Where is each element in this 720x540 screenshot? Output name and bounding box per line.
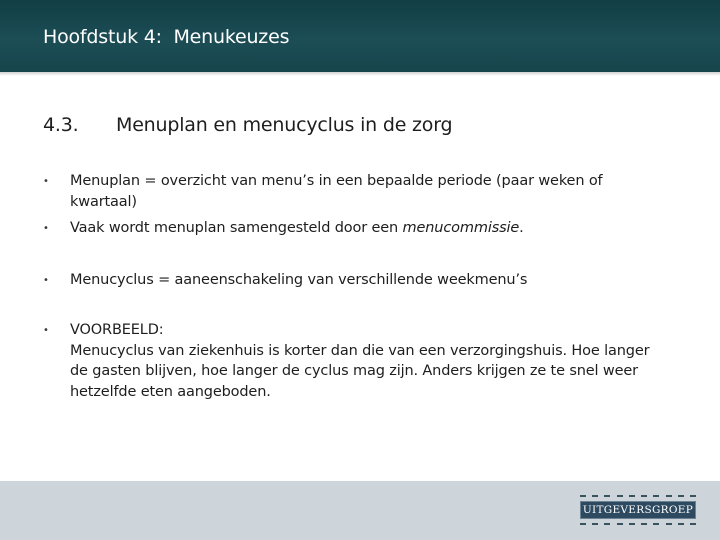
logo-bottom-ornament xyxy=(580,521,696,527)
logo-wordmark: UITGEVERSGROEP xyxy=(580,501,696,519)
logo-top-ornament xyxy=(580,493,696,499)
slide-header-bar xyxy=(0,0,720,72)
bullet-item-voorbeeld xyxy=(70,320,670,402)
definition-menucyclus: = aaneenschakeling van verschillende weekmenu’s xyxy=(153,272,528,288)
example-heading: VOORBEELD: xyxy=(70,322,164,338)
bullet-icon: • xyxy=(43,275,49,286)
bullet-icon: • xyxy=(43,223,49,234)
publisher-logo xyxy=(580,493,696,527)
bullet-icon: • xyxy=(43,325,49,336)
bullet-item-menucyclus xyxy=(70,270,670,291)
text-before-emphasis: Vaak wordt menuplan samengesteld door een xyxy=(70,220,403,236)
bullet-item-menucommissie xyxy=(70,218,670,239)
term-menuplan: Menuplan xyxy=(70,173,140,189)
slide-title: Hoofdstuk 4: Menukeuzes xyxy=(43,26,290,48)
emphasis-menucommissie: menucommissie xyxy=(402,220,520,236)
definition-menuplan: = overzicht van menu’s in een bepaalde periode (paar weken of kwartaal) xyxy=(70,173,603,210)
bullet-icon: • xyxy=(43,176,49,187)
bullet-item-menuplan xyxy=(70,171,670,212)
example-text: Menucyclus van ziekenhuis is korter dan die van een verzorgingshuis. Hoe langer de gasten blijven, hoe langer de cyclus mag zijn. Anders krijgen ze te snel weer hetzelfde eten aangeboden. xyxy=(70,342,650,400)
section-number: 4.3. xyxy=(43,114,79,136)
text-after-emphasis: . xyxy=(519,220,524,236)
section-title: Menuplan en menucyclus in de zorg xyxy=(116,114,453,136)
term-menucyclus: Menucyclus xyxy=(70,272,154,288)
header-shadow xyxy=(0,72,720,76)
